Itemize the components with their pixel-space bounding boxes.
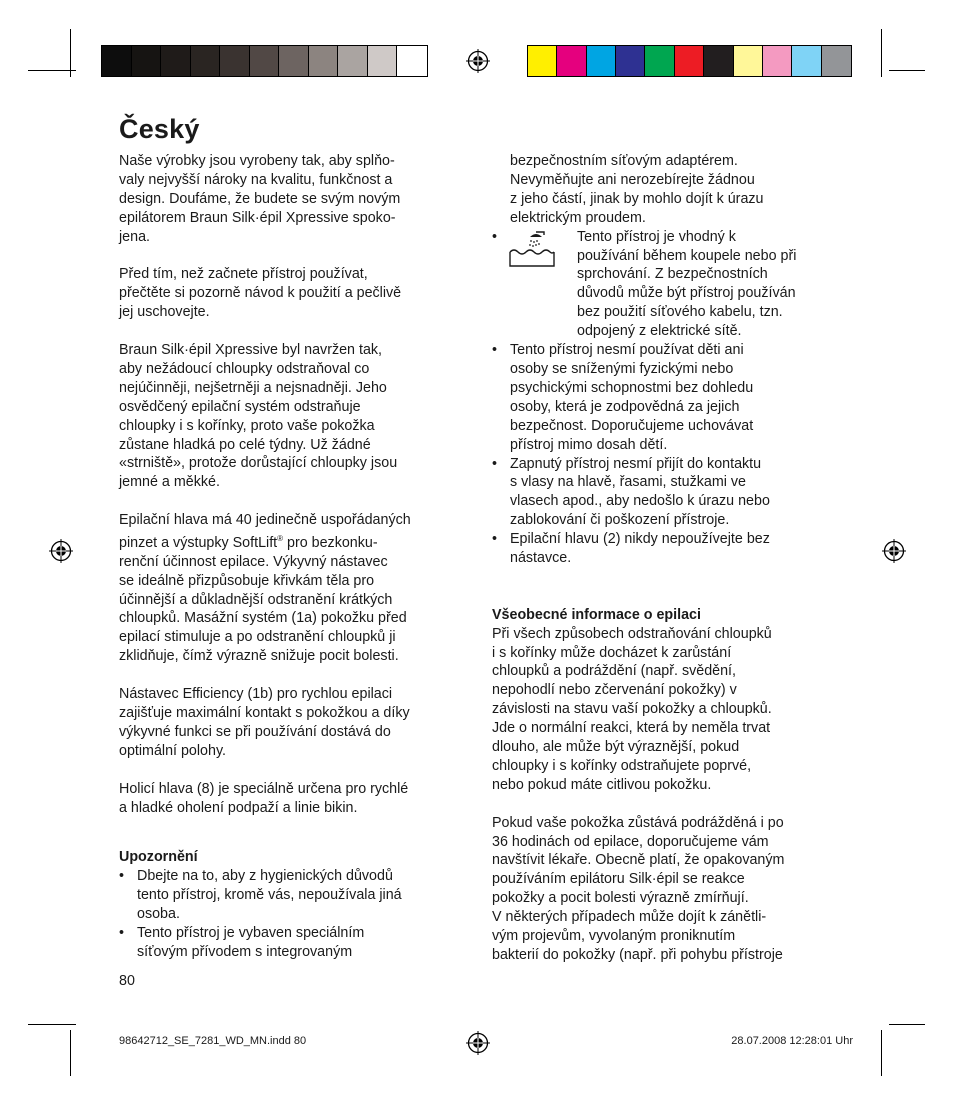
registration-mark-icon (49, 539, 73, 563)
color-swatch (557, 46, 586, 76)
color-swatch (587, 46, 616, 76)
list-item: • Tento přístroj je vybaven speciálním síťovým přívodem s integrovaným (119, 924, 365, 960)
list-item: • Zapnutý přístroj nesmí přijít do kontaktu s vlasy na hlavě, řasami, stužkami ve vlasech apod., aby nedošlo k úrazu nebo zablokování či poškození přístroje. (492, 455, 770, 529)
color-swatch (675, 46, 704, 76)
shower-bath-icon (508, 228, 556, 270)
color-swatch (338, 46, 368, 76)
list-item: • Epilační hlavu (2) nikdy nepoužívejte bez nástavce. (492, 531, 770, 567)
bullet: • (492, 531, 498, 548)
color-swatch (822, 46, 851, 76)
bullet: • (492, 455, 498, 472)
shaver-paragraph: Holicí hlava (8) je speciálně určena pro rychlé a hladké oholení podpaží a linie bikin. (119, 780, 409, 816)
page-number: 80 (119, 973, 135, 989)
list-item: • Tento přístroj je vhodný k používání během koupele nebo při sprchování. Z bezpečnostních důvodů může být přístroj používán bez použití síťového kabelu, tzn. odpojený z elektrické sítě. (492, 228, 797, 340)
color-swatch (616, 46, 645, 76)
list-item: • Dbejte na to, aby z hygienických důvodů tento přístroj, kromě vás, nepoužívala jiná osoba. (119, 868, 402, 923)
color-swatch (279, 46, 309, 76)
bullet: • (119, 868, 125, 885)
color-swatch (792, 46, 821, 76)
registration-mark-icon (466, 49, 490, 73)
bullet: • (492, 342, 498, 359)
color-swatch (102, 46, 132, 76)
color-swatch (132, 46, 162, 76)
right-column (492, 152, 844, 965)
grayscale-color-bar (101, 45, 428, 77)
color-swatch (161, 46, 191, 76)
efficiency-paragraph: Nástavec Efficiency (1b) pro rychlou epilaci zajišťuje maximální kontakt s pokožkou a díky výkyvné funkci se při používání dostává do optimální polohy. (119, 686, 410, 759)
color-swatch (309, 46, 339, 76)
intro-paragraph: Naše výrobky jsou vyrobeny tak, aby splňo- valy nejvyšší nároky na kvalitu, funkčnost a design. Doufáme, že budete se svým novým epilátorem Braun Silk·épil Xpressive spoko- jena. (119, 153, 401, 245)
color-swatch (220, 46, 250, 76)
process-color-bar (527, 45, 852, 77)
epilation-head-paragraph: Epilační hlava má 40 jedinečně uspořádaných pinzet a výstupky SoftLift® pro bezkonku- renční účinnost epilace. Výkyvný nástavec se ideálně přizpůsobuje křivkám těla pro účinnější a důkladnější odstranění krátkých chloupků. Masážní systém (1a) pokožku před epilací stimuluje a po odstranění chloupků ji zklidňuje, čímž výrazně snižuje pocit bolesti. (119, 512, 411, 665)
page-title: Český (119, 114, 200, 144)
registration-mark-icon (882, 539, 906, 563)
general-info-heading: Všeobecné informace o epilaci (492, 606, 701, 623)
list-item: • Tento přístroj nesmí používat děti ani osoby se sníženými fyzickými nebo psychickými schopnostmi bez dohledu osoby, která je zodpovědná za jejich bezpečnost. Doporučujeme uchovávat přístroj mimo dosah dětí. (492, 342, 754, 453)
color-swatch (763, 46, 792, 76)
footer-timestamp: 28.07.2008 12:28:01 Uhr (731, 1035, 853, 1047)
warning-heading: Upozornění (119, 849, 198, 866)
color-swatch (191, 46, 221, 76)
read-instructions-paragraph: Před tím, než začnete přístroj používat, přečtěte si pozorně návod k použití a pečlivě jej uschovejte. (119, 266, 402, 321)
left-column (119, 152, 469, 962)
registration-mark-icon (466, 1031, 490, 1055)
bullet: • (119, 924, 125, 941)
bullet: • (492, 228, 498, 245)
design-paragraph: Braun Silk·épil Xpressive byl navržen tak, aby nežádoucí chloupky odstraňoval co nejúčinněji, nejšetrněji a nejsnadněji. Jeho osvědčený epilační systém odstraňuje chloupky i s kořínky, proto vaše pokožka zůstane hladká po celé týdny. Už žádné «strniště», protože dorůstající chloupky jsou jemné a měkké. (119, 342, 398, 491)
color-swatch (734, 46, 763, 76)
color-swatch (528, 46, 557, 76)
color-swatch (250, 46, 280, 76)
color-swatch (397, 46, 427, 76)
color-swatch (645, 46, 674, 76)
footer-filename: 98642712_SE_7281_WD_MN.indd 80 (119, 1035, 307, 1047)
color-swatch (368, 46, 398, 76)
color-swatch (704, 46, 733, 76)
irritation-paragraph: Pokud vaše pokožka zůstává podrážděná i po 36 hodinách od epilace, doporučujeme vám navštívit lékaře. Obecně platí, že opakovaným používáním epilátoru Silk·épil se reakce pokožky a pocit bolesti výrazně zmírňují. V některých případech může dojít k zánětli- vým projevům, vyvolaným proniknutím bakterií do pokožky (např. při pohybu přístroje (492, 814, 785, 964)
continuation-paragraph: bezpečnostním síťovým adaptérem. Nevyměňujte ani nerozebírejte žádnou z jeho částí, jinak by mohlo dojít k úrazu elektrickým proudem. (510, 153, 764, 226)
general-info-paragraph: Při všech způsobech odstraňování chloupků i s kořínky může docházet k zarůstání chloupků a podráždění (např. svědění, nepohodlí nebo zčervenání pokožky) v závislosti na stavu vaší pokožky a chloupků. Jde o normální reakci, která by neměla trvat dlouho, ale může být výraznější, pokud chloupky i s kořínky odstraňujete poprvé, nebo pokud máte citlivou pokožku. (492, 625, 772, 793)
registered-mark: ® (277, 534, 284, 544)
